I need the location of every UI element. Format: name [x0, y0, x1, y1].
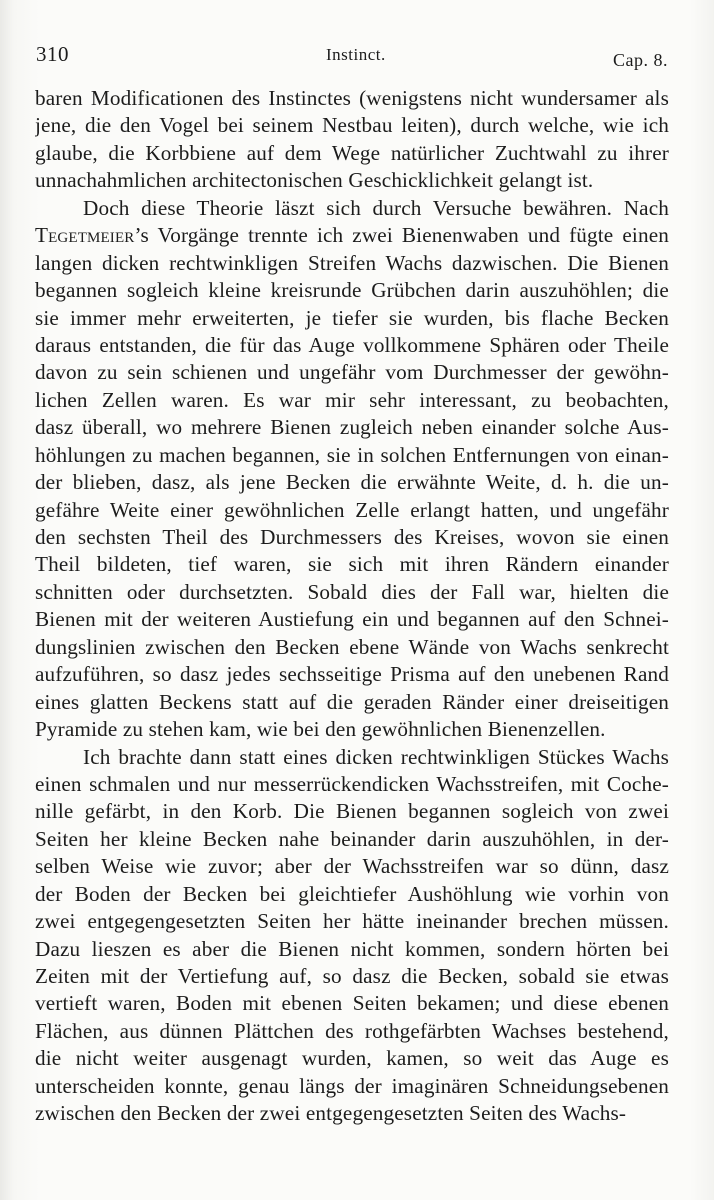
paragraph: [35, 744, 669, 1128]
text-line: Seiten her kleine Becken nahe beinander darin auszuhöhlen, in der-: [35, 826, 669, 851]
text-line: Doch diese Theorie läszt sich durch Versuche bewähren. Nach: [83, 195, 669, 220]
text-line: eines glatten Beckens statt auf die geraden Ränder einer dreiseitigen: [35, 689, 669, 714]
running-head: Instinct.: [326, 45, 386, 64]
chapter-label: Cap. 8.: [613, 50, 668, 70]
text-line: nille gefärbt, in den Korb. Die Bienen begannen sogleich von zwei: [35, 799, 669, 824]
author-name: Tegetmeier: [35, 223, 135, 248]
body-text: [35, 85, 669, 1128]
text-line: Tegetmeier’s Vorgänge trennte ich zwei Bienenwaben und fügte einen: [35, 223, 669, 248]
text-line: einen schmalen und nur messerrückendicken Wachsstreifen, mit Coche-: [35, 771, 669, 796]
text-line: die nicht weiter ausgenagt wurden, kamen, so weit das Auge es: [35, 1046, 669, 1071]
text-line: sie immer mehr erweiterten, je tiefer sie wurden, bis flache Becken: [35, 305, 669, 330]
paragraph: [35, 85, 669, 195]
text-line: dungslinien zwischen den Becken ebene Wände von Wachs senkrecht: [35, 634, 669, 659]
text-line: Ich brachte dann statt eines dicken rechtwinkligen Stückes Wachs: [83, 744, 669, 769]
text-line: Pyramide zu stehen kam, wie bei den gewöhnlichen Bienenzellen.: [35, 717, 606, 742]
text-line: langen dicken rechtwinkligen Streifen Wachs dazwischen. Die Bienen: [35, 250, 669, 275]
text-line: baren Modificationen des Instinctes (wenigstens nicht wundersamer als: [35, 86, 669, 110]
text-line: zwei entgegengesetzten Seiten her hätte ineinander brechen müssen.: [35, 909, 669, 934]
text-line: lichen Zellen waren. Es war mir sehr interessant, zu beobachten,: [35, 387, 669, 412]
text-line: gefähre Weite einer gewöhnlichen Zelle erlangt hatten, und ungefähr: [35, 497, 669, 522]
text-line: Dazu lieszen es aber die Bienen nicht kommen, sondern hörten bei: [35, 936, 669, 961]
text-line: höhlungen zu machen begannen, sie in solchen Entfernungen von einan-: [35, 442, 669, 467]
text-line: Theil bildeten, tief waren, sie sich mit ihren Rändern einander: [35, 552, 669, 577]
text-line: begannen sogleich kleine kreisrunde Grübchen darin auszuhöhlen; die: [35, 278, 669, 303]
text-line: dasz überall, wo mehrere Bienen zugleich neben einander solche Aus-: [35, 415, 669, 440]
text-line: unnachahmlichen architectonischen Geschicklichkeit gelangt ist.: [35, 168, 594, 193]
text-line: selben Weise wie zuvor; aber der Wachsstreifen war so dünn, dasz: [35, 854, 669, 879]
text-line: daraus entstanden, die für das Auge vollkommene Sphären oder Theile: [35, 332, 669, 357]
text-line: aufzuführen, so dasz jedes sechsseitige Prisma auf den unebenen Rand: [35, 662, 669, 687]
text-line: davon zu sein schienen und ungefähr vom Durchmesser der gewöhn-: [35, 360, 669, 385]
text-line: unterscheiden konnte, genau längs der imaginären Schneidungsebenen: [35, 1073, 669, 1098]
text-line: vertieft waren, Boden mit ebenen Seiten bekamen; und diese ebenen: [35, 991, 669, 1016]
page-header: [36, 42, 676, 72]
text-line: jene, die den Vogel bei seinem Nestbau leiten), durch welche, wie ich: [35, 113, 669, 138]
text-line: zwischen den Becken der zwei entgegengesetzten Seiten des Wachs-: [35, 1101, 627, 1126]
text-line: der blieben, dasz, als jene Becken die erwähnte Weite, d. h. die un-: [35, 470, 669, 495]
paragraph: [35, 195, 669, 744]
page-number: 310: [36, 42, 69, 66]
text-line: schnitten oder durchsetzten. Sobald dies der Fall war, hielten die: [35, 579, 669, 604]
text-line: der Boden der Becken bei gleichtiefer Aushöhlung wie vorhin von: [35, 881, 669, 906]
text-line: Flächen, aus dünnen Plättchen des rothgefärbten Wachses bestehend,: [35, 1018, 669, 1043]
text-line: glaube, die Korbbiene auf dem Wege natürlicher Zuchtwahl zu ihrer: [35, 140, 669, 165]
text-line: Zeiten mit der Vertiefung auf, so dasz die Becken, sobald sie etwas: [35, 964, 669, 988]
text-line: den sechsten Theil des Durchmessers des Kreises, wovon sie einen: [35, 525, 669, 549]
text-line: Bienen mit der weiteren Austiefung ein und begannen auf den Schnei-: [35, 607, 669, 632]
